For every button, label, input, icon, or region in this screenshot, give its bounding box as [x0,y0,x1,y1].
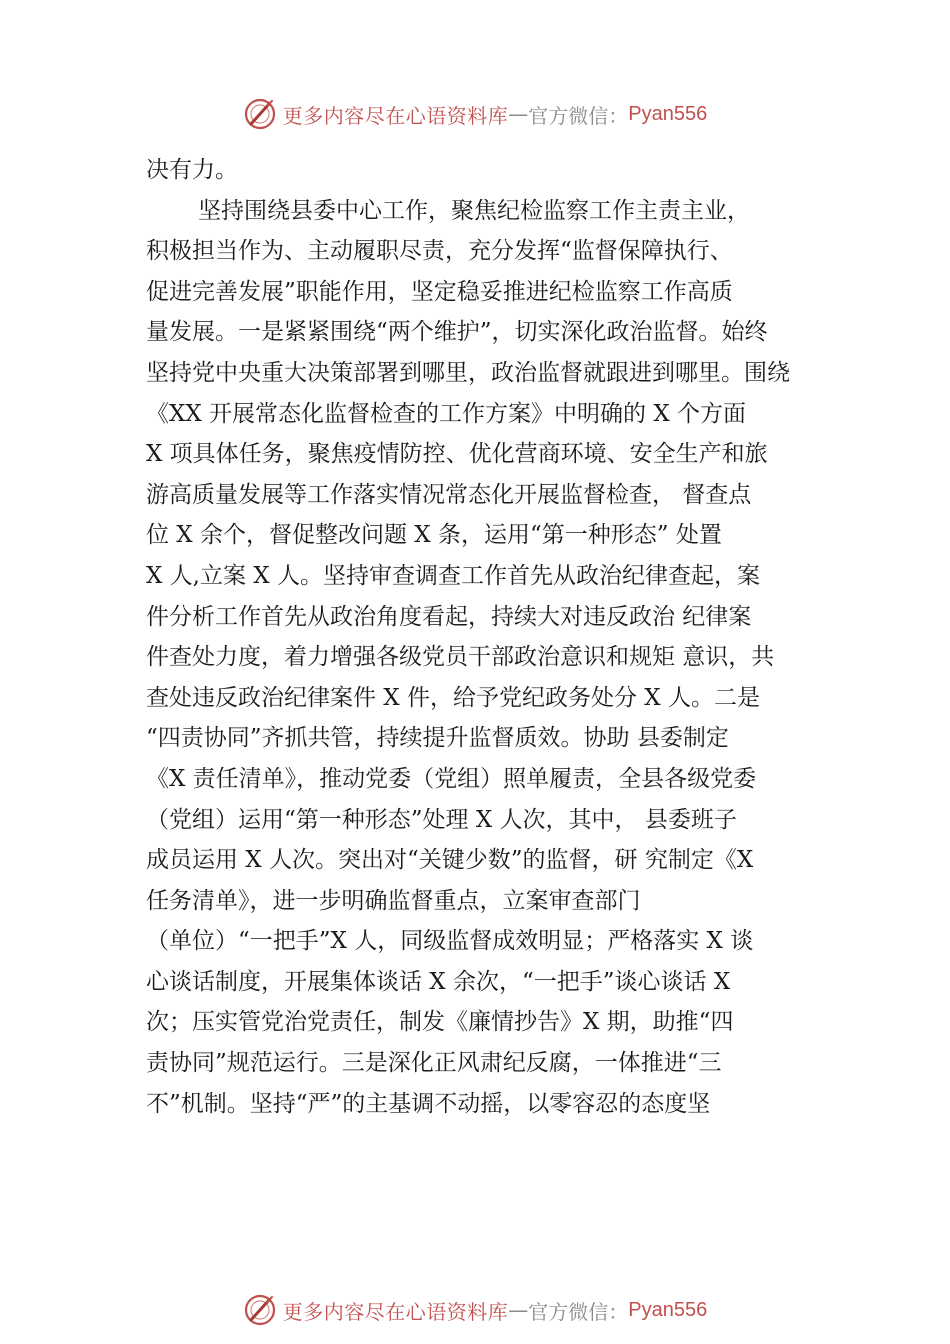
banner-separator: — [508,1298,529,1322]
footer-banner [0,1290,950,1330]
body-line: 心谈话制度，开展集体谈话 X 余次，“一把手”谈心谈话 X [146,968,731,995]
body-line: 坚持围绕县委中心工作，聚焦纪检监察工作主责主业， [198,197,750,224]
body-line: 积极担当作为、主动履职尽责，充分发挥“监督保障执行、 [146,238,733,265]
body-line: 次；压实管党治党责任，制发《廉情抄告》X 期，助推“四 [146,1009,734,1036]
body-line: 查处违反政治纪律案件 X 件，给予党纪政务处分 X 人。二是 [146,684,760,711]
banner-slogan: 更多内容尽在心语资料库 [282,1299,509,1324]
body-line: （党组）运用“第一种形态”处理 X 人次，其中， 县委班子 [146,806,737,833]
body-line: X 人,立案 X 人。坚持审查调查工作首先从政治纪律查起，案 [146,562,760,589]
body-line: 责协同”规范运行。三是深化正风肃纪反腐，一体推进“三 [146,1050,722,1077]
body-line: 游高质量发展等工作落实情况常态化开展监督检查， 督查点 [146,481,752,508]
body-line: （单位）“一把手”X 人，同级监督成效明显；严格落实 X 谈 [146,928,754,955]
body-line: 《XX 开展常态化监督检查的工作方案》中明确的 X 个方面 [146,400,747,427]
brush-pen-logo-icon [243,1293,277,1327]
body-line: 位 X 余个，督促整改问题 X 条，运用“第一种形态” 处置 [146,522,722,549]
body-line: 决有力。 [146,157,238,183]
body-line: 量发展。一是紧紧围绕“两个维护”，切实深化政治监督。始终 [146,319,768,346]
header-banner [0,94,950,134]
body-line: X 项具体任务，聚焦疫情防控、优化营商环境、安全生产和旅 [146,441,768,468]
banner-wechat-id: Pyan556 [628,102,708,125]
banner-wechat-id: Pyan556 [628,1298,708,1321]
body-line: 成员运用 X 人次。突出对“关键少数”的监督，研 究制定《X [146,847,754,874]
banner-wechat-label: 官方微信： [528,1299,629,1324]
banner-wechat-label: 官方微信： [528,103,629,128]
body-line: 件查处力度，着力增强各级党员干部政治意识和规矩 意识，共 [146,644,775,671]
body-line: 促进完善发展”职能作用，坚定稳妥推进纪检监察工作高质 [146,278,733,305]
body-line: 任务清单》，进一步明确监督重点，立案审查部门 [146,887,641,914]
body-line: 不”机制。坚持“严”的主基调不动摇，以零容忍的态度坚 [146,1090,711,1117]
brush-pen-logo-icon [243,97,277,131]
document-body [146,150,836,1124]
body-line: 《X 责任清单》，推动党委（党组）照单履责，全县各级党委 [146,765,757,792]
body-line: “四责协同”齐抓共管，持续提升监督质效。协助 县委制定 [146,725,729,752]
banner-slogan: 更多内容尽在心语资料库 [282,103,509,128]
body-line: 件分析工作首先从政治角度看起，持续大对违反政治 纪律案 [146,603,752,630]
banner-separator: — [508,102,529,126]
body-line: 坚持党中央重大决策部署到哪里，政治监督就跟进到哪里。围绕 [146,359,790,386]
